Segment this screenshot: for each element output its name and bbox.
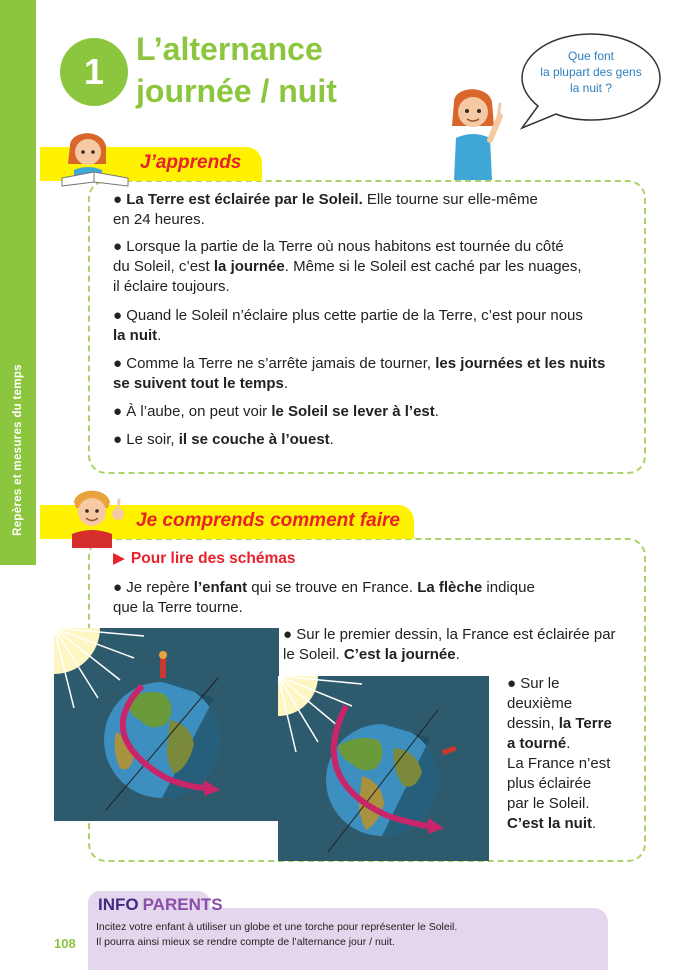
bold-text: se suivent tout le temps bbox=[113, 375, 284, 392]
info-title-word: PARENTS bbox=[142, 895, 223, 914]
play-arrow-icon: ▶ bbox=[113, 550, 125, 567]
text: . bbox=[592, 815, 597, 832]
bold-text: La flèche bbox=[417, 579, 483, 596]
text: Sur le bbox=[520, 675, 560, 692]
learn-item: ● Quand le Soleil n’éclaire plus cette partie de la Terre, c’est pour nous la nuit. bbox=[113, 307, 583, 344]
speech-bubble-text bbox=[528, 48, 654, 96]
section-title-learn: J’apprends bbox=[140, 152, 242, 173]
learn-item: ● Le soir, il se couche à l’ouest. bbox=[113, 431, 334, 448]
text: . bbox=[157, 327, 162, 344]
info-title-word: INFO bbox=[98, 895, 139, 914]
bold-text: les journées et les nuits bbox=[435, 355, 606, 372]
text: La France n’est bbox=[507, 755, 611, 772]
bold-text: C’est la journée bbox=[343, 646, 456, 663]
page-title-line1: L’alternance bbox=[136, 31, 323, 67]
text: Sur le premier dessin, la France est éclairée par bbox=[296, 626, 616, 643]
text: . bbox=[455, 646, 460, 663]
understand-item: ● Sur le premier dessin, la France est éclairée par le Soleil. C’est la journée. bbox=[283, 626, 616, 663]
text: Je repère bbox=[126, 579, 194, 596]
text: indique bbox=[482, 579, 535, 596]
text: . bbox=[329, 431, 334, 448]
info-parents-title bbox=[98, 895, 223, 915]
text: qui se trouve en France. bbox=[247, 579, 418, 596]
page-title-line2: journée / nuit bbox=[136, 73, 337, 109]
bubble-line: la nuit ? bbox=[569, 81, 613, 95]
bold-text: La Terre est éclairée par le Soleil. bbox=[126, 191, 363, 208]
text: il éclaire toujours. bbox=[113, 278, 230, 295]
learn-item: ● Comme la Terre ne s’arrête jamais de tourner, les journées et les nuits se suivent tout le temps. bbox=[113, 355, 606, 392]
girl-pointing-illustration bbox=[440, 80, 510, 180]
text: deuxième bbox=[507, 695, 573, 712]
text: . bbox=[434, 403, 439, 420]
bold-text: l’enfant bbox=[193, 579, 248, 596]
bubble-line: Que font bbox=[567, 49, 615, 63]
text: À l’aube, on peut voir bbox=[126, 403, 272, 420]
learn-item: ● À l’aube, on peut voir le Soleil se lever à l’est. bbox=[113, 403, 439, 420]
text: Comme la Terre ne s’arrête jamais de tourner, bbox=[126, 355, 436, 372]
bold-text: la Terre bbox=[558, 715, 612, 732]
understand-item: ● Sur le deuxième dessin, la Terre a tourné. La France n’est plus éclairée par le Soleil. C’est la nuit. bbox=[507, 675, 612, 832]
bold-text: il se couche à l’ouest bbox=[178, 431, 330, 448]
text: . bbox=[283, 375, 289, 392]
learn-item: ● Lorsque la partie de la Terre où nous habitons est tournée du côté du Soleil, c’est la journée. Même si le Soleil est caché par les nuages, il éclaire toujours. bbox=[113, 238, 582, 295]
boy-thumbs-up-illustration bbox=[62, 486, 128, 548]
text: . bbox=[566, 735, 571, 752]
info-text-line: Il pourra ainsi mieux se rendre compte de l’alternance jour / nuit. bbox=[96, 936, 395, 948]
text: Lorsque la partie de la Terre où nous habitons est tournée du côté bbox=[126, 238, 564, 255]
text: Elle tourne sur elle-même bbox=[362, 191, 538, 208]
bold-text: la journée bbox=[213, 258, 285, 275]
earth-night-diagram bbox=[278, 676, 489, 861]
bubble-line: la plupart des gens bbox=[540, 65, 642, 79]
sidebar-label: Repères et mesures du temps bbox=[12, 364, 24, 536]
text: . Même si le Soleil est caché par les nuages, bbox=[284, 258, 582, 275]
subheading bbox=[113, 549, 295, 568]
bold-text: la nuit bbox=[113, 327, 158, 344]
text: dessin, bbox=[507, 715, 559, 732]
section-title-understand: Je comprends comment faire bbox=[136, 510, 400, 531]
page-number: 108 bbox=[54, 936, 76, 951]
subheading-text: Pour lire des schémas bbox=[130, 550, 296, 567]
text: que la Terre tourne. bbox=[113, 599, 243, 616]
learn-item: ● La Terre est éclairée par le Soleil. Elle tourne sur elle-même en 24 heures. bbox=[113, 191, 538, 228]
text: plus éclairée bbox=[507, 775, 592, 792]
chapter-number: 1 bbox=[60, 38, 128, 106]
text: du Soleil, c’est bbox=[113, 258, 214, 275]
text: en 24 heures. bbox=[113, 211, 205, 228]
child-figure bbox=[160, 658, 166, 678]
info-text-line: Incitez votre enfant à utiliser un globe et une torche pour représenter le Soleil. bbox=[96, 921, 458, 933]
text: Quand le Soleil n’éclaire plus cette partie de la Terre, c’est pour nous bbox=[126, 307, 583, 324]
text: le Soleil. bbox=[283, 646, 344, 663]
earth-day-diagram bbox=[54, 628, 279, 821]
bold-text: le Soleil se lever à l’est bbox=[271, 403, 435, 420]
girl-reading-illustration bbox=[56, 126, 132, 190]
bold-text: a tourné bbox=[507, 735, 567, 752]
understand-item: ● Je repère l’enfant qui se trouve en France. La flèche indique que la Terre tourne. bbox=[113, 579, 535, 616]
text: par le Soleil. bbox=[507, 795, 590, 812]
text: Le soir, bbox=[126, 431, 179, 448]
bold-text: C’est la nuit bbox=[507, 815, 593, 832]
